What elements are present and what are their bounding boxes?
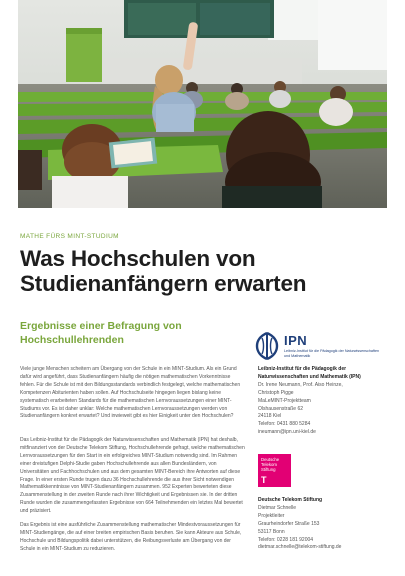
body-paragraph: Das Ergebnis ist eine ausführliche Zusammenstellung mathematischer Mindestvoraussetzungen für MINT-Studiengänge, die auf einer breiten empirischen Basis beruhen. Sie kann Akteure aus Schule, Hochschule und Bildungspolitik dabei unterstützen, die Reibungsverluste am Übergang von der Schule in ein MINT-Studium zu reduzieren. [20, 522, 242, 552]
telekom-logo-line: Telekom [261, 462, 277, 467]
contact-line: Telefon: 0431 880 5284 [258, 421, 311, 428]
contact-line: Projektleiter [258, 512, 285, 519]
ipn-logo [255, 332, 385, 362]
telekom-logo-line: Deutsche [261, 457, 280, 462]
contact-line: Telefon: 0228 181 92004 [258, 536, 314, 543]
ipn-contact-block [258, 366, 386, 437]
telekom-t-icon: T [261, 475, 267, 485]
contact-line: 53117 Bonn [258, 528, 285, 535]
telekom-contact-block [258, 497, 386, 552]
contact-line: Olshausenstraße 62 [258, 405, 304, 412]
telekom-stiftung-logo [258, 454, 291, 487]
contact-email[interactable]: ineumann@ipn.uni-kiel.de [258, 429, 316, 436]
contact-line: MaLeMINT-Projektteam [258, 397, 311, 404]
body-paragraph: Viele junge Menschen scheitern am Übergang von der Schule in ein MINT-Studium. Als ein Grund dafür wird angeführt, dass Studienanfängern häufig die nötigen mathematischen Vorkenntnisse fehlen. Für die Schule ist mit den Bildungsstandards verbindlich festgelegt, welche mathematischen Kompetenzen Abiturienten haben sollen. Auf Hochschulseite hingegen liegen bislang keine systematisch erarbeiteten Standards für die mathematischen Lernvoraussetzungen einer MINT-Studiums vor. Es ist daher unklar: Welche mathematischen Lernvoraussetzungen werden von Studienanfängern konkret erwartet? Und inwieweit gibt es hier Einigkeit unter den Hochschulen? [20, 366, 241, 420]
ipn-logo-word: IPN [284, 333, 308, 348]
contact-line: Dietmar Schnelle [258, 504, 297, 511]
contact-line: Christoph Pigge [258, 389, 294, 396]
telekom-logo-line: Stiftung [261, 467, 276, 472]
contact-line: Leibniz-Institut für die Pädagogik der [258, 366, 347, 372]
telekom-logo-text [261, 457, 279, 472]
contact-line: Naturwissenschaften und Mathematik (IPN) [258, 373, 361, 380]
contact-line: Dr. Irene Neumann, Prof. Aiso Heinze, [258, 381, 343, 388]
classroom-photo [18, 0, 387, 208]
contact-email[interactable]: dietmar.schnelle@telekom-stiftung.de [258, 544, 342, 551]
body-paragraph: Das Leibniz-Institut für die Pädagogik der Naturwissenschaften und Mathematik (IPN) hat deshalb, mitfinanziert von der Deutsche Telekom Stiftung, Hochschullehrende gefragt, welche mathematischen Lernvoraussetzungen für den Start in ein erfolgreiches MINT-Studium notwendig sind. Im Rahmen einer dreistufigen Delphi-Studie gaben Hochschullehrende aus allen Bundesländern, von Universitäten und Fachhochschulen und aus dem gesamten MINT-Bereich ihre Antworten auf diese Frage. In einer ersten Runde trugen dazu 36 Hochschullehrende die aus ihrer Sicht notwendigen Mathematikkenntnisse von MINT-Studienanfängern zusammen. 952 Experten bewerteten diese Zusammenstellung in der zweiten Runde nach ihrer Wichtigkeit und Ergebnissen sie. In der dritten Runde wurden die zusammengefassten Ergebnisse von 664 Teilnehmenden ein letztes Mal bewertet und präzisiert. [20, 437, 245, 515]
ipn-logo-description: Leibniz-Institut für die Pädagogik der Naturwissenschaften und Mathematik [284, 349, 380, 358]
contact-line: Deutsche Telekom Stiftung [258, 497, 323, 503]
subtitle: Ergebnisse einer Befragung von Hochschullehrenden [20, 320, 182, 346]
contact-line: Graurheindorfer Straße 153 [258, 520, 320, 527]
contact-line: 24118 Kiel [258, 413, 282, 420]
ipn-logo-icon [255, 332, 279, 360]
series-label: MATHE FÜRS MINT-STUDIUM [20, 233, 119, 240]
page-title: Was Hochschulen von Studienanfängern erwarten [20, 246, 307, 296]
